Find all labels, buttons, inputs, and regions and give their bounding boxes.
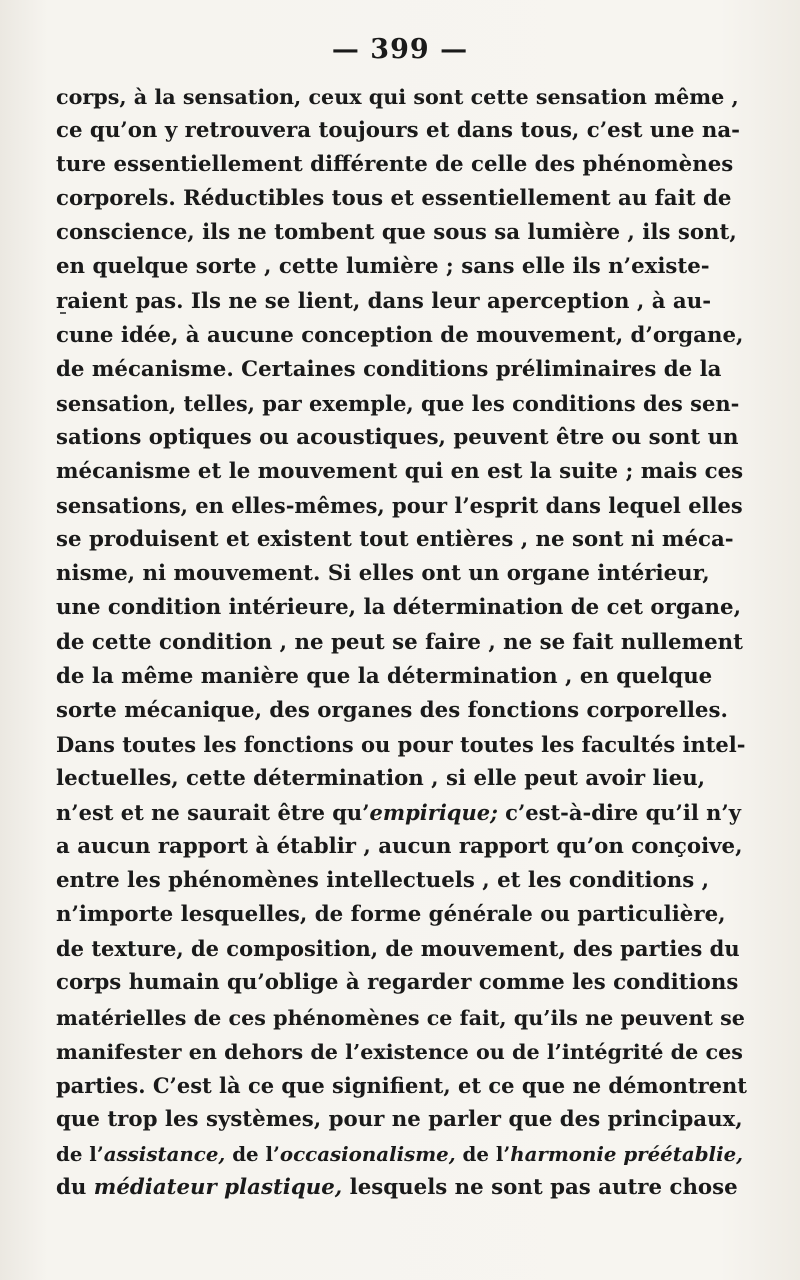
- text-line: [56, 1001, 748, 1035]
- text-segment: de mécanisme. Certaines conditions préliminaires de la: [56, 356, 722, 382]
- text-segment: Dans toutes les fonctions ou pour toutes les facultés intel-: [56, 731, 746, 757]
- text-segment: lesquels ne sont pas autre chose: [342, 1175, 738, 1200]
- text-line: [56, 319, 748, 353]
- text-segment: en quelque sorte , cette lumière ; sans elle ils n’existe-: [56, 254, 710, 280]
- text-line: [56, 80, 748, 114]
- text-segment: ture essentiellement différente de celle des phénomènes: [56, 152, 734, 178]
- text-segment: du: [56, 1175, 94, 1200]
- text-segment: sations optiques ou acoustiques, peuvent être ou sont un: [56, 424, 739, 450]
- text-line: [56, 660, 748, 694]
- text-line: [56, 114, 748, 148]
- text-segment: que trop les systèmes, pour ne parler que des principaux,: [56, 1106, 743, 1132]
- text-segment: corps humain qu’oblige à regarder comme les conditions: [56, 970, 739, 996]
- text-line: [56, 455, 748, 489]
- text-segment: n’importe lesquelles, de forme générale ou particulière,: [56, 902, 726, 928]
- text-line: [56, 148, 748, 182]
- text-segment: sorte mécanique, des organes des fonctions corporelles.: [56, 697, 728, 723]
- text-line: [56, 762, 748, 796]
- text-segment: matérielles de ces phénomènes ce fait, qu’ils ne peuvent se: [56, 1005, 745, 1030]
- italic-term: harmonie préétablie,: [510, 1141, 744, 1166]
- text-segment: se produisent et existent tout entières , ne sont ni méca-: [56, 527, 734, 553]
- text-line: [56, 796, 748, 830]
- italic-term: occasionalisme,: [279, 1141, 456, 1166]
- text-segment: de texture, de composition, de mouvement, des parties du: [56, 936, 740, 962]
- text-segment: de l’: [455, 1141, 511, 1166]
- italic-term: médiateur plastique,: [93, 1175, 343, 1200]
- text-line: [56, 966, 748, 1000]
- text-segment: corporels. Réductibles tous et essentiellement au fait de: [56, 186, 732, 212]
- text-segment: ce qu’on y retrouvera toujours et dans tous, c’est une na-: [56, 118, 740, 144]
- page-number: — 399 —: [331, 34, 469, 65]
- text-segment: mécanisme et le mouvement qui en est la suite ; mais ces: [56, 459, 744, 485]
- text-line: [56, 523, 748, 557]
- text-line: [56, 1035, 748, 1069]
- text-line: [56, 1069, 748, 1103]
- text-segment: nisme, ni mouvement. Si elles ont un organe intérieur,: [56, 561, 710, 587]
- text-segment: de la même manière que la détermination , en quelque: [56, 663, 713, 689]
- italic-term: empirique;: [369, 799, 498, 825]
- text-segment: parties. C’est là ce que signifient, et ce que ne démontrent: [56, 1072, 748, 1098]
- text-segment: c’est-à-dire qu’il n’y: [497, 799, 741, 825]
- text-segment: manifester en dehors de l’existence ou de l’intégrité de ces: [56, 1039, 743, 1064]
- text-line: [56, 421, 748, 455]
- text-segment: une condition intérieure, la détermination de cet organe,: [56, 595, 741, 621]
- text-line: [56, 557, 748, 591]
- text-segment: cune idée, à aucune conception de mouvement, d’organe,: [56, 322, 744, 348]
- text-segment: corps, à la sensation, ceux qui sont cette sensation même ,: [56, 85, 739, 109]
- text-segment: entre les phénomènes intellectuels , et les conditions ,: [56, 868, 710, 894]
- text-segment: sensation, telles, par exemple, que les conditions des sen-: [56, 390, 740, 416]
- text-segment: n’est et ne saurait être qu’: [56, 799, 370, 825]
- text-line: [56, 1103, 748, 1137]
- text-segment: de l’: [56, 1141, 104, 1166]
- text-line: [56, 932, 748, 966]
- text-segment: de cette condition , ne peut se faire , ne se fait nullement: [56, 629, 743, 655]
- text-line: [56, 182, 748, 216]
- text-segment: raient pas. Ils ne se lient, dans leur aperception , à au-: [56, 288, 712, 314]
- text-line: [56, 591, 748, 625]
- text-line: [56, 1137, 748, 1171]
- text-line: [56, 864, 748, 898]
- text-line: [56, 387, 748, 421]
- text-line: [56, 285, 748, 319]
- text-line: [56, 216, 748, 250]
- text-line: [56, 728, 748, 762]
- text-line: [56, 250, 748, 284]
- italic-term: assistance,: [103, 1141, 226, 1166]
- text-segment: conscience, ils ne tombent que sous sa lumière , ils sont,: [56, 220, 737, 246]
- text-line: [56, 353, 748, 387]
- text-segment: de l’: [225, 1141, 280, 1166]
- text-line: [56, 626, 748, 660]
- text-segment: a aucun rapport à établir , aucun rapport qu’on conçoive,: [56, 834, 743, 860]
- body-text: [56, 80, 748, 1205]
- text-line: [56, 898, 748, 932]
- text-line: [56, 830, 748, 864]
- text-line: [56, 1171, 748, 1205]
- text-segment: lectuelles, cette détermination , si elle peut avoir lieu,: [56, 765, 706, 791]
- text-segment: sensations, en elles-mêmes, pour l’esprit dans lequel elles: [56, 493, 743, 519]
- text-line: [56, 694, 748, 728]
- text-line: [56, 489, 748, 523]
